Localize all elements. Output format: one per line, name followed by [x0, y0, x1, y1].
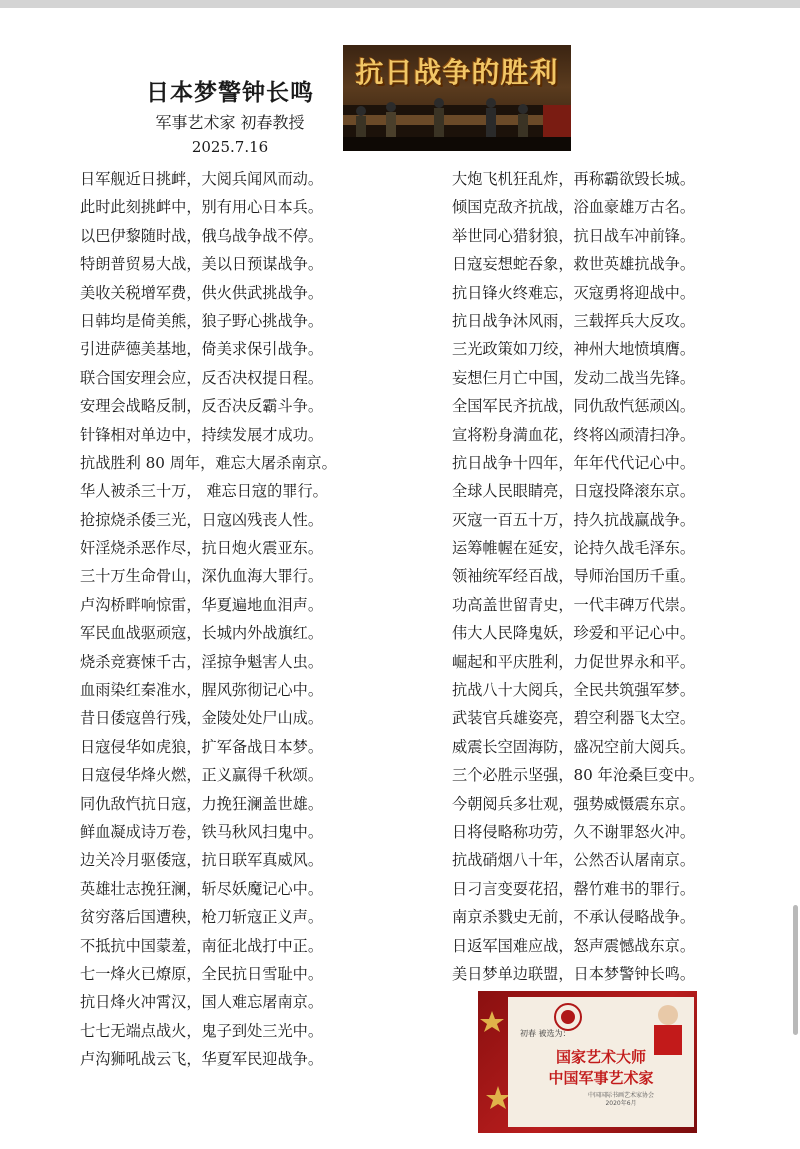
- poem-line: 宣将粉身満血花，终将凶顽清扫净。: [452, 425, 695, 444]
- poem-line: 卢沟狮吼战云飞，华夏军民迎战争。: [80, 1050, 323, 1069]
- poem-line: 全国军民齐抗战，同仇敌忾惩顽凶。: [452, 397, 695, 416]
- poem-line: 倾国克敌齐抗战，浴血豪雄万古名。: [452, 198, 695, 217]
- poem-line: 英雄壮志挽狂澜，斩尽妖魔记心中。: [80, 879, 323, 898]
- poem-line: 七七无端点战火，鬼子到处三光中。: [80, 1021, 323, 1040]
- certificate-title-secondary: 中国军事艺术家: [548, 1069, 654, 1087]
- scrollbar-thumb[interactable]: [793, 905, 798, 1035]
- poem-line: 奸淫烧杀恶作尽，抗日炮火震亚东。: [80, 539, 323, 558]
- poem-line: 抗日战争沐风雨，三载挥兵大反攻。: [452, 311, 695, 330]
- poem-line: 安理会战略反制，反否决反霸斗争。: [80, 397, 323, 416]
- certificate-recipient: 初春 被选为：: [520, 1029, 571, 1038]
- certificate-title-primary: 国家艺术大师: [555, 1048, 646, 1066]
- poem-line: 贫穷落后国遭秧，枪刀斩寇正义声。: [80, 908, 323, 927]
- poem-column-right: [452, 165, 797, 988]
- certificate-issuer: 中国国际书画艺术家协会: [587, 1092, 654, 1099]
- poem-line: 抗战八十大阅兵，全民共筑强军梦。: [452, 681, 695, 700]
- poem-line: 伟大人民降鬼妖，珍爱和平记心中。: [452, 624, 695, 643]
- poem-line: 三个必胜示坚强，80 年沧桑巨变中。: [452, 766, 704, 785]
- poem-line: 针锋相对单边中，持续发展才成功。: [80, 425, 323, 444]
- poem-line: 大炮飞机狂乱炸，再称霸欲毁长城。: [452, 170, 695, 188]
- poem-line: 功高盖世留青史，一代丰碑万代崇。: [452, 595, 695, 614]
- poem-line: 日寇妄想蛇吞象，救世英雄抗战争。: [452, 255, 695, 274]
- banner-title: 抗日战争的胜利: [355, 56, 559, 89]
- poem-line: 联合国安理会应，反否决权提日程。: [80, 368, 323, 387]
- poem-line: 七一烽火已燎原，全民抗日雪耻中。: [80, 964, 323, 983]
- poem-line: 华人被杀三十万， 难忘日寇的罪行。: [80, 482, 328, 501]
- poem-line: 领袖统军经百战，导师治国历千重。: [452, 567, 695, 586]
- poem-line: 三十万生命骨山，深仇血海大罪行。: [80, 567, 323, 586]
- poem-line: 日寇侵华如虎狼，扩军备战日本梦。: [80, 737, 323, 756]
- poem-line: 昔日倭寇兽行残，金陵处处尸山成。: [80, 709, 323, 728]
- poem-line: 鲜血凝成诗万卷，铁马秋风扫鬼中。: [80, 822, 323, 841]
- certificate-footer: [548, 1092, 694, 1108]
- poem-line: 武装官兵雄姿亮，碧空利器飞太空。: [452, 709, 695, 728]
- poem-line: 日返军国难应战，怒声震憾战东京。: [452, 936, 695, 955]
- poem-line: 日刁言变耍花招，罄竹难书的罪行。: [452, 879, 695, 898]
- poem-line: 威震长空固海防，盛况空前大阅兵。: [452, 737, 695, 756]
- poem-line: 抗日烽火冲霄汉，国人难忘屠南京。: [80, 993, 323, 1012]
- poem-line: 边关冷月驱倭寇，抗日联军真威风。: [80, 851, 323, 870]
- banner-image: [343, 45, 571, 151]
- poem-line: 军民血战驱顽寇，长城内外战旗红。: [80, 624, 323, 643]
- poem-column-left: [80, 165, 445, 1074]
- poem-line: 举世同心猎豺狼，抗日战车冲前锋。: [452, 226, 695, 245]
- poem-line: 卢沟桥畔响惊雷，华夏遍地血泪声。: [80, 595, 323, 614]
- poem-line: 日韩均是倚美熊，狼子野心挑战争。: [80, 311, 323, 330]
- poem-title: 日本梦警钟长鸣: [146, 80, 314, 106]
- poem-line: 不抵抗中国蒙羞，南征北战打中正。: [80, 936, 323, 955]
- poem-line: 妄想仨月亡中国，发动二战当先锋。: [452, 368, 695, 387]
- poem-line: 崛起和平庆胜利，力促世界永和平。: [452, 652, 695, 671]
- poem-line: 美日梦单边联盟，日本梦警钟长鸣。: [452, 964, 695, 983]
- poem-line: 美收关税增军费，供火供武挑战争。: [80, 283, 323, 302]
- poem-line: 抗战硝烟八十年，公然否认屠南京。: [452, 851, 695, 870]
- poem-line: 同仇敌忾抗日寇，力挽狂澜盖世雄。: [80, 794, 323, 813]
- poem-line: 特朗普贸易大战，美以日预谋战争。: [80, 255, 323, 274]
- author-line: 军事艺术家 初春教授: [155, 113, 305, 132]
- poem-line: 全球人民眼睛亮，日寇投降滚东京。: [452, 482, 695, 501]
- date-line: 2025.7.16: [191, 138, 269, 156]
- poem-line: 引进萨德美基地，倚美求保引战争。: [80, 340, 323, 359]
- poem-line: 抗战胜利 80 周年，难忘大屠杀南京。: [80, 453, 337, 472]
- poem-line: 日将侵略称功劳，久不谢罪怒火冲。: [452, 822, 695, 841]
- poem-line: 抗日战争十四年，年年代代记心中。: [452, 453, 695, 472]
- poem-line: 三光政策如刀绞，神州大地愤填膺。: [452, 340, 695, 359]
- poem-line: 南京杀戮史无前，不承认侵略战争。: [452, 908, 695, 927]
- poem-line: 灭寇一百五十万，持久抗战赢战争。: [452, 510, 695, 529]
- poem-line: 以巴伊黎随时战，俄乌战争战不停。: [80, 226, 323, 245]
- poem-line: 血雨染红秦准水，腥风弥彻记心中。: [80, 681, 323, 700]
- poem-line: 日军舰近日挑衅，大阅兵闻风而动。: [80, 170, 323, 188]
- poem-line: 此时此刻挑衅中，别有用心日本兵。: [80, 198, 323, 217]
- poem-line: 运筹帷幄在延安，论持久战毛泽东。: [452, 539, 695, 558]
- poem-line: 今朝阅兵多壮观，强势威慑震东京。: [452, 794, 695, 813]
- poem-line: 烧杀竞赛悚千古，淫掠争魁害人虫。: [80, 652, 323, 671]
- certificate-photo: [478, 991, 697, 1133]
- poem-line: 抢掠烧杀倭三光，日寇凶残丧人性。: [80, 510, 323, 529]
- poem-line: 抗日锋火终难忘，灭寇勇将迎战中。: [452, 283, 695, 302]
- poem-line: 日寇侵华烽火燃，正义赢得千秋颂。: [80, 766, 323, 785]
- top-status-bar: [0, 0, 800, 8]
- certificate-date: 2020年6月: [605, 1100, 637, 1107]
